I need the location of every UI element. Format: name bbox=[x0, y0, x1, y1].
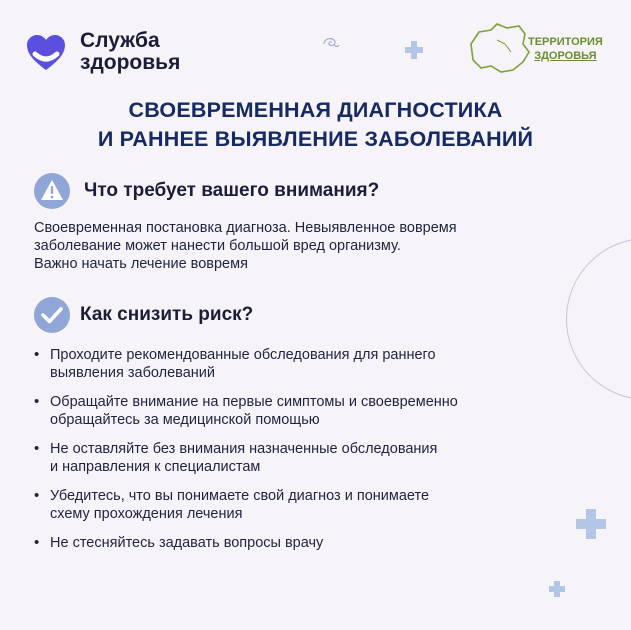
list-item-line1: • Проходите рекомендованные обследования для раннего bbox=[50, 347, 436, 363]
list-item bbox=[34, 346, 604, 382]
brand-name-line2: здоровья bbox=[80, 51, 181, 74]
section2-heading: Как снизить риск? bbox=[80, 304, 254, 325]
page-title-line1: СВОЕВРЕМЕННАЯ ДИАГНОСТИКА bbox=[128, 98, 503, 122]
list-item-line2: схему прохождения лечения bbox=[50, 506, 243, 522]
section1-heading: Что требует вашего внимания? bbox=[84, 180, 380, 201]
list-item-line1: • Не стесняйтесь задавать вопросы врачу bbox=[50, 535, 324, 551]
list-item-line2: выявления заболеваний bbox=[50, 365, 215, 381]
list-item bbox=[34, 440, 604, 476]
check-icon bbox=[33, 296, 71, 334]
section1-line: Важно начать лечение вовремя bbox=[34, 256, 248, 272]
brand-logo-icon bbox=[24, 30, 68, 74]
section1-line: заболевание может нанести большой вред организму. bbox=[34, 238, 401, 254]
partner-logo-text bbox=[528, 35, 603, 63]
list-item-line1: • Не оставляйте без внимания назначенные обследования bbox=[50, 441, 438, 457]
plus-decoration-icon bbox=[575, 508, 607, 540]
section1-line: Своевременная постановка диагноза. Невыявленное вовремя bbox=[34, 220, 457, 236]
brand-name-line1: Служба bbox=[80, 29, 160, 52]
list-item-line1: • Убедитесь, что вы понимаете свой диагноз и понимаете bbox=[50, 488, 430, 504]
list-item bbox=[34, 534, 604, 552]
list-item-line2: и направления к специалистам bbox=[50, 459, 261, 475]
brand-name bbox=[80, 30, 180, 74]
plus-decoration-icon bbox=[548, 580, 566, 598]
partner-line1: ТЕРРИТОРИЯ bbox=[528, 36, 603, 48]
section1-body bbox=[34, 219, 604, 273]
page-title-line2: И РАННЕЕ ВЫЯВЛЕНИЕ ЗАБОЛЕВАНИЙ bbox=[97, 127, 534, 151]
warning-icon bbox=[33, 172, 71, 210]
list-item-line1: • Обращайте внимание на первые симптомы и своевременно bbox=[50, 394, 458, 410]
risk-list bbox=[34, 346, 604, 552]
list-item bbox=[34, 393, 604, 429]
swirl-decoration-icon bbox=[322, 36, 340, 50]
partner-line2: ЗДОРОВЬЯ bbox=[534, 50, 597, 62]
plus-decoration-icon bbox=[404, 40, 424, 60]
list-item-line2: обращайтесь за медицинской помощью bbox=[50, 412, 320, 428]
page-title bbox=[0, 96, 631, 154]
list-item bbox=[34, 487, 604, 523]
